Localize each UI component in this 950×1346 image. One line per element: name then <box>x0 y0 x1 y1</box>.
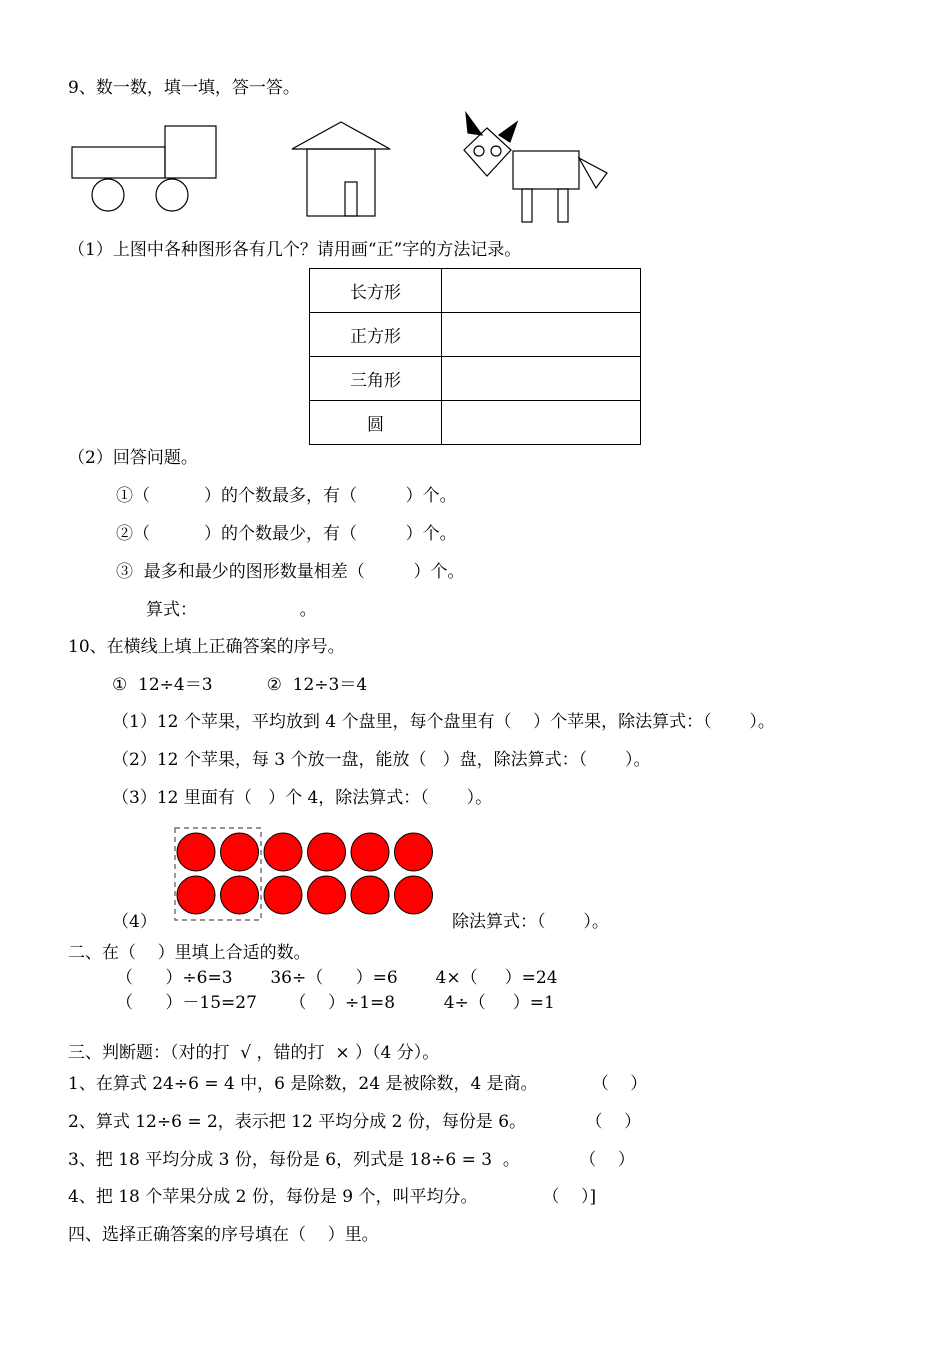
table-row <box>310 401 641 445</box>
sec3-item-1: 1、在算式 24÷6 = 4 中，6 是除数，24 是被除数，4 是商。 （ ） <box>68 1074 648 1094</box>
apple-circle <box>221 833 259 871</box>
answer-cell-triangle[interactable] <box>442 357 641 401</box>
cow-horn-right <box>499 122 517 142</box>
sec2-row1: （ ）÷6=3 36÷（ ）=6 4×（ ）=24 <box>116 968 558 988</box>
q9-line1: ①（ ）的个数最多，有（ ）个。 <box>116 486 457 506</box>
q9-title: 9、数一数，填一填，答一答。 <box>68 78 300 98</box>
q10-title: 10、在横线上填上正确答案的序号。 <box>68 637 345 657</box>
apple-circle <box>395 833 433 871</box>
sec2-row2: （ ）－15=27 （ ）÷1=8 4÷（ ）=1 <box>116 993 555 1013</box>
cow-tail-triangle <box>579 158 607 188</box>
q10-part4-formula: 除法算式：（ ）。 <box>452 912 609 932</box>
row-label-square: 正方形 <box>310 313 442 357</box>
house-wall-square <box>307 149 375 216</box>
row-label-triangle: 三角形 <box>310 357 442 401</box>
truck-body-rect <box>72 147 165 178</box>
apple-circle <box>308 833 346 871</box>
cow-eye-left <box>474 146 484 156</box>
table-row <box>310 357 641 401</box>
sec3-item-4: 4、把 18 个苹果分成 2 份，每份是 9 个，叫平均分。 （ ）] <box>68 1187 597 1207</box>
truck-wheel-left <box>92 179 124 211</box>
apple-circle <box>395 876 433 914</box>
apple-circle <box>264 833 302 871</box>
apple-circle <box>177 876 215 914</box>
answer-cell-circle[interactable] <box>442 401 641 445</box>
row-label-rectangle: 长方形 <box>310 269 442 313</box>
q10-part3: （3）12 里面有（ ）个 4，除法算式：（ ）。 <box>112 788 493 808</box>
house-roof-triangle <box>292 122 390 149</box>
cow-horn-left <box>466 113 482 135</box>
q9-part1: （1）上图中各种图形各有几个？请用画“正”字的方法记录。 <box>68 240 522 260</box>
truck-figure <box>72 126 216 211</box>
house-door-rect <box>345 182 357 216</box>
sec3-item-3: 3、把 18 平均分成 3 份，每份是 6，列式是 18÷6 = 3 。 （ ） <box>68 1150 635 1170</box>
cow-body-rect <box>513 151 579 189</box>
apple-circle <box>264 876 302 914</box>
cow-leg-left <box>522 189 532 222</box>
q10-part4-label: （4） <box>112 912 157 932</box>
table-row <box>310 269 641 313</box>
q9-line2: ②（ ）的个数最少，有（ ）个。 <box>116 524 457 544</box>
apple-circle <box>351 876 389 914</box>
cow-leg-right <box>558 189 568 222</box>
sec3-title: 三、判断题：（对的打 √ ，错的打 × ）（4 分）。 <box>68 1043 440 1063</box>
q10-part1: （1）12 个苹果，平均放到 4 个盘里，每个盘里有（ ）个苹果，除法算式：（ ）。 <box>112 712 775 732</box>
house-figure <box>292 122 390 216</box>
table-row <box>310 313 641 357</box>
q10-part2: （2）12 个苹果，每 3 个放一盘，能放（ ）盘，除法算式：（ ）。 <box>112 750 651 770</box>
answer-cell-rectangle[interactable] <box>442 269 641 313</box>
truck-cab-square <box>165 126 216 178</box>
sec2-title: 二、在（ ）里填上合适的数。 <box>68 943 311 963</box>
answer-cell-square[interactable] <box>442 313 641 357</box>
row-label-circle: 圆 <box>310 401 442 445</box>
q9-line3: ③ 最多和最少的图形数量相差（ ）个。 <box>116 562 465 582</box>
cow-eye-right <box>491 146 501 156</box>
q9-part2: （2）回答问题。 <box>68 448 198 468</box>
apple-circles-group <box>175 828 433 920</box>
apple-circle <box>221 876 259 914</box>
sec3-item-2: 2、算式 12÷6 = 2，表示把 12 平均分成 2 份，每份是 6。 （ ） <box>68 1112 642 1132</box>
shape-count-table <box>309 268 641 445</box>
q9-formula: 算式： 。 <box>146 600 317 620</box>
apple-circle <box>351 833 389 871</box>
apple-circle <box>177 833 215 871</box>
truck-wheel-right <box>156 179 188 211</box>
cow-figure <box>464 113 607 222</box>
apple-circle <box>308 876 346 914</box>
q10-options: ① 12÷4＝3 ② 12÷3＝4 <box>112 675 368 695</box>
sec4-title: 四、选择正确答案的序号填在（ ）里。 <box>68 1225 379 1245</box>
